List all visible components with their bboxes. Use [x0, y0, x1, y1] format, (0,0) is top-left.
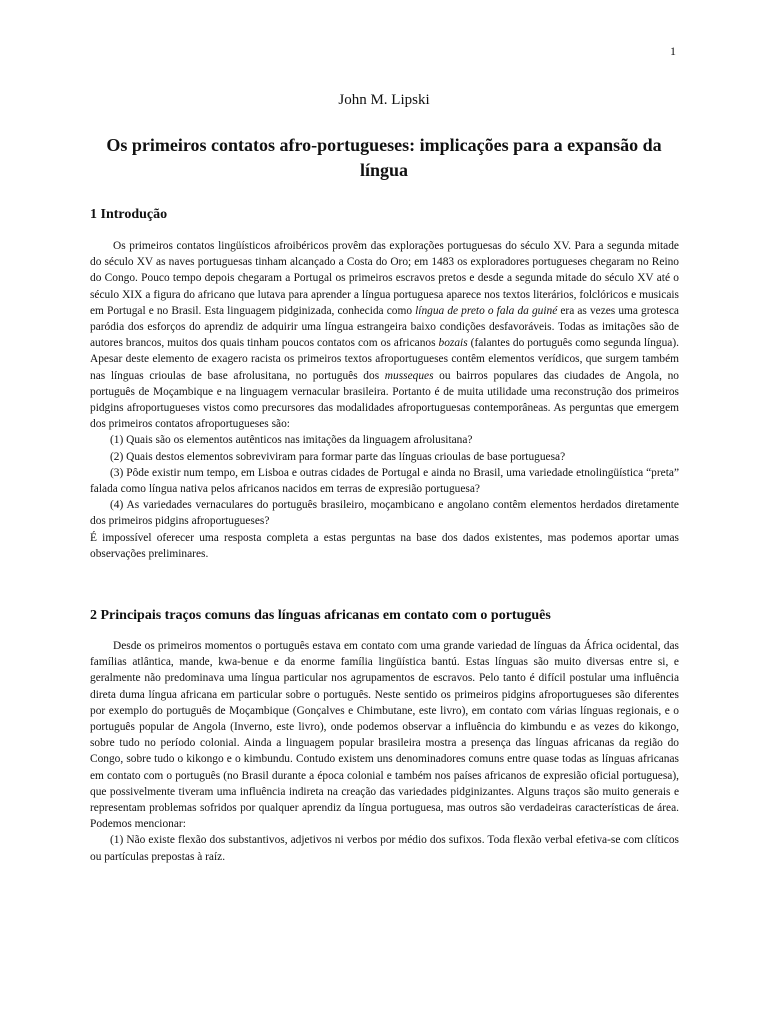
question-item: (2) Quais destos elementos sobreviviram para formar parte das línguas crioulas de base portuguesa? [110, 450, 566, 463]
intro-text-part-1: Os primeiros contatos lingüísticos afroibéricos provêm das explorações portuguesas do século XV. Para a segunda mitade do século XV as naves portuguesas tinham alcançado a Costa do Oro; em 1483 os exploradores portugueses chegaram no Reino do Congo. Pouco tempo depois chegaram a Portugal os primeiros escravos pretos e desde a segunda mitade do século XV até o século XIX a figura do africano que lutava para aprender a língua portuguesa aparece nos textos literários, folclóricos e musicais em Portugal e no Brasil. Esta linguagem pidginizada, conhecida como [90, 240, 679, 317]
page-number: 1 [670, 44, 676, 58]
intro-italic-term-2: bozais [438, 337, 468, 350]
section-2-paragraph: Desde os primeiros momentos o português estava em contato com uma grande variedad de línguas da África ocidental, das famílias atlântica, mande, kwa-benue e da enorme família lingüística bantú. Estas línguas são muito diversas entre si, e geralmente não predominava uma língua particular nos agrupamentos de escravos. Pelo tanto é difícil postular uma influência direta duma língua africana em particular sobre o português. Neste sentido os primeiros pidgins afroportugueses são diferentes por exemplo do português de Moçambique (Gonçalves e Chimbutane, este livro), em contato com várias línguas regionais, e o português popular de Angola (Inverno, este livro), onde podemos observar a influência do kimbundu e as vezes do kikongo, sobre tudo no período colonial. Ainda a linguagem popular brasileira mostra a presença das línguas africanas da região do Congo, sobre tudo o kikongo e o kimbundu. Contudo existem uns denominadores comuns entre quase todas as línguas africanas em contato com o português (no Brasil durante a época colonial e também nos países africanos de expresião oficial portuguesa), que possivelmente tiveram uma influência indireta na creação das variedades pidginizantes. Alguns traços são muito generais e representam problemas sofridos por qualquer aprendiz da língua portuguesa, mas outros são verdadeiras características de área. Podemos mencionar: [90, 640, 679, 831]
intro-italic-term-1: língua de preto o fala da guiné [415, 304, 558, 317]
section-heading-principais-tracos: 2 Principais traços comuns das línguas africanas em contato com o português [90, 608, 551, 623]
question-item: (4) As variedades vernaculares do português brasileiro, moçambicano e angolano contêm elementos herdados diretamente dos primeiros pidgins afroportugueses? [90, 499, 679, 528]
section-heading-introducao: 1 Introdução [90, 207, 168, 222]
question-item: (1) Quais são os elementos autênticos nas imitações da linguagem afrolusitana? [110, 434, 473, 447]
intro-text-part-4: ou bairros populares das ciudades de Angola, no português de Moçambique e na linguagem vernacular brasileira. Portanto é de muita utilidade uma reconstrução dos primeiros pidgins afroportugueses vistos como precursores das modalidades afroportuguesas contemporâneas. As perguntas que emergem dos primeiros contatos afroportugueses são: [90, 369, 680, 431]
section-2-body [90, 638, 679, 865]
intro-italic-term-3: musseques [384, 369, 434, 382]
intro-text-part-3: (falantes do português como segunda língua). Apesar deste elemento de exagero racista os primeiros textos afroportugueses contêm elementos verídicos, que surgem também nas línguas crioulas de base afrolusitana, no português dos [90, 337, 679, 382]
question-item: (3) Pôde existir num tempo, em Lisboa e outras cidades de Portugal e ainda no Brasil, uma variedade etnolingüística “preta” falada como língua nativa pelos africanos nacidos em terras de expresião portuguesa? [90, 466, 679, 496]
intro-text-part-2: era as vezes uma grotesca paródia dos esforços do aprendiz de adquirir uma língua estrangeira baixo condições desfavoráveis. Todas as imitações são de autores brancos, muitos dos quais tinham poucos contatos com os africanos [90, 304, 679, 350]
closing-paragraph: É impossível oferecer uma resposta completa a estas perguntas na base dos dados existentes, mas podemos aportar umas observações preliminares. [90, 531, 679, 560]
section-1-body [90, 238, 679, 562]
author-name: John M. Lipski [338, 92, 430, 108]
document-title: Os primeiros contatos afro-portugueses: implicações para a expansão da língua [106, 135, 662, 180]
list-item-1: (1) Não existe flexão dos substantivos, adjetivos ni verbos por médio dos sufixos. Toda flexão verbal efetiva-se com clíticos ou partículas prepostas à raíz. [90, 834, 679, 863]
intro-paragraph [90, 238, 679, 432]
